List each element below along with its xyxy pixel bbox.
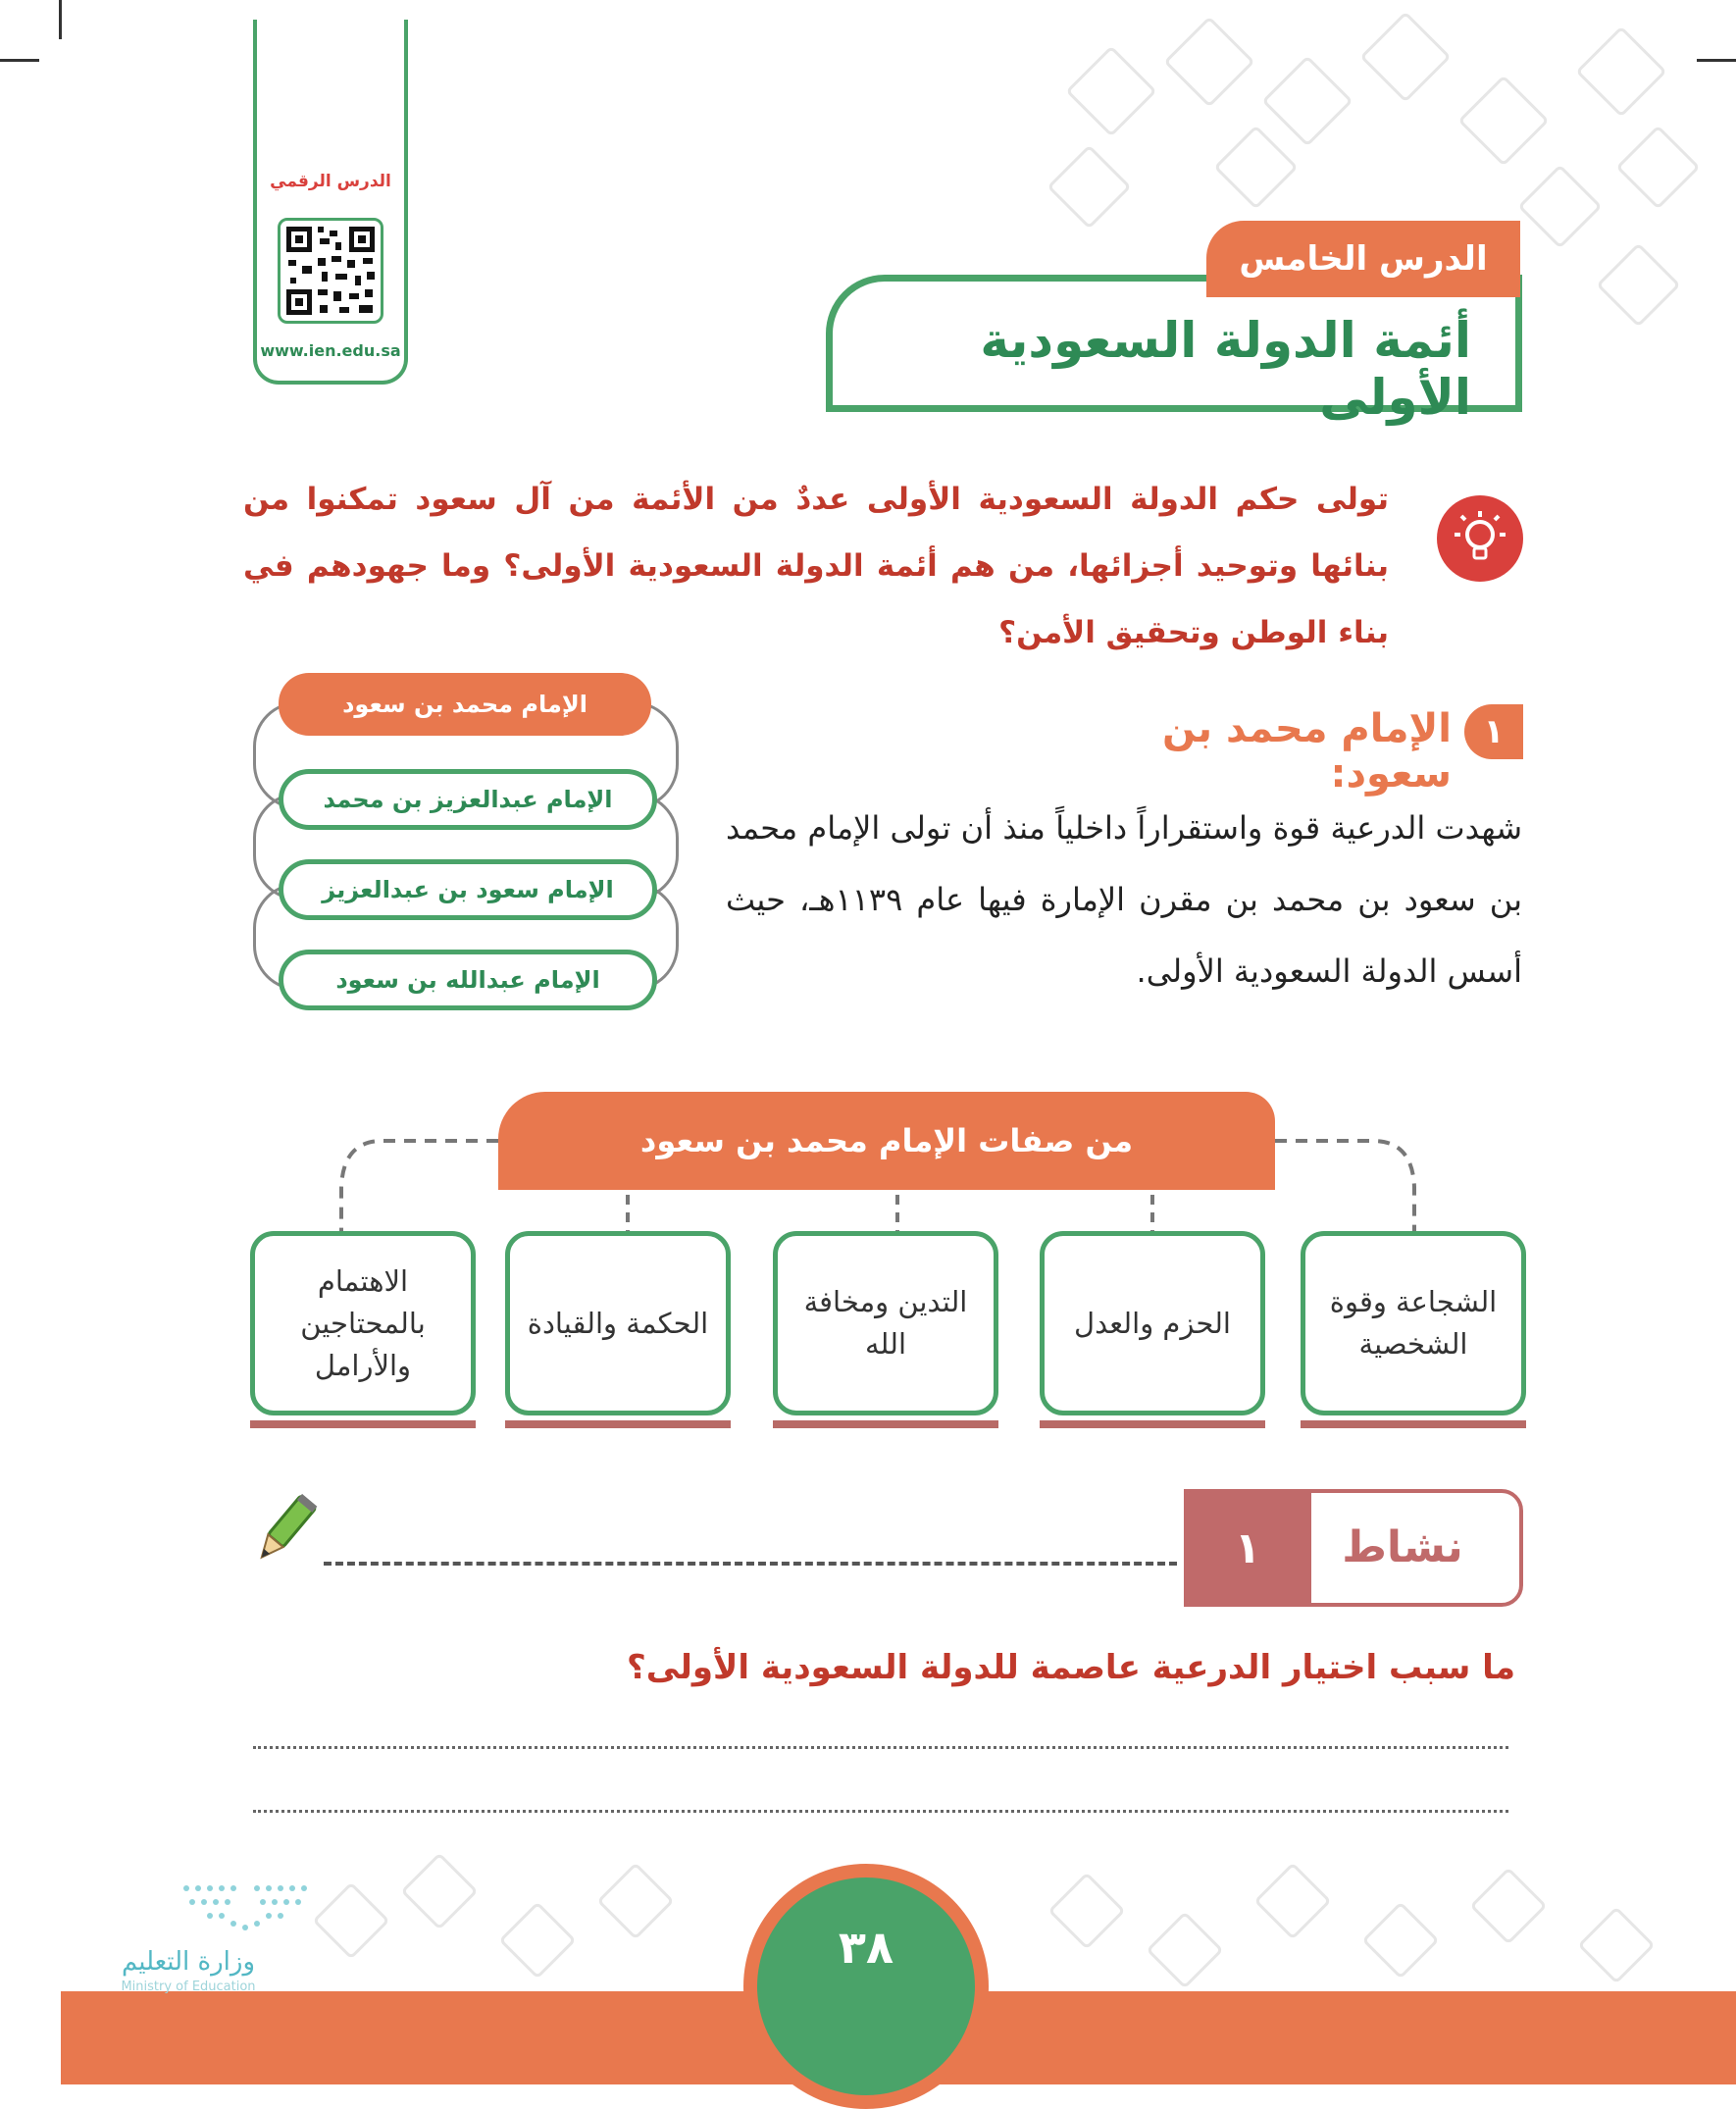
qr-code[interactable]: [278, 218, 383, 324]
decor-shape: [1457, 75, 1549, 166]
trait-card-base: [1040, 1420, 1265, 1428]
answer-line[interactable]: [253, 1746, 1508, 1749]
qr-code-icon: [281, 221, 381, 321]
activity-number: ١: [1184, 1489, 1311, 1607]
intro-paragraph: تولى حكم الدولة السعودية الأولى عددٌ من الأئمة من آل سعود تمكنوا من بنائها وتوحيد أجزائها، من هم أئمة الدولة السعودية الأولى؟ وما جهودهم في بناء الوطن وتحقيق الأمن؟: [243, 482, 1389, 650]
ministry-name-en: Ministry of Education: [121, 1980, 256, 1994]
crop-mark: [1697, 59, 1736, 62]
section-body: شهدت الدرعية قوة واستقراراً داخلياً منذ أن تولى الإمام محمد بن سعود بن محمد بن مقرن الإمارة فيها عام ١١٣٩هـ، حيث أسس الدولة السعودية الأولى.: [726, 809, 1523, 990]
decor-shape: [498, 1901, 576, 1979]
lesson-tag: الدرس الخامس: [1206, 221, 1520, 297]
decor-shape: [400, 1852, 478, 1929]
trait-card-base: [1301, 1420, 1526, 1428]
decor-shape: [1577, 1906, 1655, 1983]
decor-shape: [1146, 1911, 1223, 1988]
decor-shape: [312, 1881, 389, 1959]
ministry-logo-icon: [167, 1878, 324, 1937]
decor-shape: [1261, 55, 1353, 146]
decor-shape: [1517, 164, 1602, 248]
trait-card-base: [773, 1420, 998, 1428]
decor-shape: [1065, 45, 1156, 136]
decor-shape: [1596, 242, 1680, 327]
qr-url-link[interactable]: www.ien.edu.sa: [260, 341, 401, 360]
qr-panel: [253, 20, 408, 385]
decor-shape: [1213, 125, 1298, 209]
imam-chain-head: الإمام محمد بن سعود: [279, 673, 651, 736]
trait-card: الحكمة والقيادة: [505, 1231, 731, 1415]
imam-chain-item: الإمام عبدالله بن سعود: [279, 950, 657, 1010]
decor-shape: [1047, 144, 1131, 229]
decor-shape: [1575, 26, 1666, 117]
imam-chain-item: الإمام سعود بن عبدالعزيز: [279, 859, 657, 920]
decor-shape: [1047, 1872, 1125, 1949]
crop-mark: [0, 59, 39, 62]
trait-card-base: [250, 1420, 476, 1428]
section-title: الإمام محمد بن سعود:: [1162, 706, 1452, 797]
decor-shape: [1359, 11, 1451, 102]
page-number-badge-inner: [757, 1878, 975, 2095]
crop-mark: [59, 0, 62, 39]
decor-shape: [1469, 1867, 1547, 1944]
page-title: أئمة الدولة السعودية الأولى: [980, 312, 1471, 426]
decor-shape: [1163, 16, 1254, 107]
trait-card: التدين ومخافة الله: [773, 1231, 998, 1415]
decor-shape: [1361, 1901, 1439, 1979]
section-number: ١: [1464, 704, 1523, 759]
trait-card: الشجاعة وقوة الشخصية: [1301, 1231, 1526, 1415]
trait-card: الاهتمام بالمحتاجين والأرامل: [250, 1231, 476, 1415]
intro-icon-badge: [1437, 495, 1523, 582]
ministry-name: وزارة التعليم: [121, 1947, 256, 1977]
lightbulb-icon: [1437, 495, 1523, 582]
decor-shape: [1615, 125, 1700, 209]
decor-shape: [1253, 1862, 1331, 1939]
trait-card: الحزم والعدل: [1040, 1231, 1265, 1415]
decor-shape: [596, 1862, 674, 1939]
page-number: ٣٨: [838, 1921, 894, 1974]
pencil-icon: [245, 1491, 324, 1569]
qr-caption: الدرس الرقمي: [270, 172, 391, 191]
activity-question: ما سبب اختيار الدرعية عاصمة للدولة السعودية الأولى؟: [626, 1648, 1515, 1687]
activity-dash-line: [324, 1562, 1177, 1566]
imam-chain-item: الإمام عبدالعزيز بن محمد: [279, 769, 657, 830]
trait-card-base: [505, 1420, 731, 1428]
page-number-badge: [743, 1864, 989, 2109]
traits-heading: من صفات الإمام محمد بن سعود: [498, 1092, 1275, 1190]
activity-label: نشاط: [1342, 1522, 1463, 1572]
answer-line[interactable]: [253, 1810, 1508, 1813]
